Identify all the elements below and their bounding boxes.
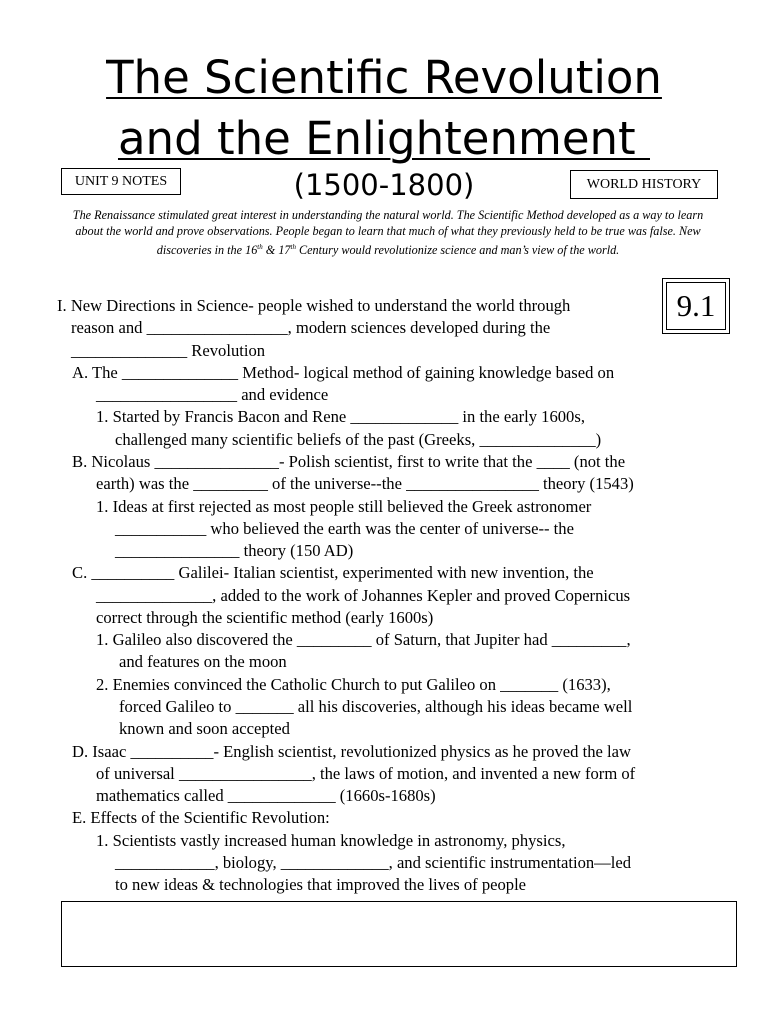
note-line: ______________, added to the work of Johannes Kepler and proved Copernicus [96, 586, 631, 605]
note-line: reason and _________________, modern sciences developed during the [71, 318, 551, 337]
note-line: D. Isaac __________- English scientist, revolutionized physics as he proved the law [72, 742, 631, 761]
note-line: earth) was the _________ of the universe--the ________________ theory (1543) [96, 474, 634, 493]
note-line: known and soon accepted [119, 719, 290, 738]
note-line: ______________ Revolution [71, 341, 266, 360]
course-label: WORLD HISTORY [586, 176, 702, 192]
note-line: _______________ theory (150 AD) [115, 541, 354, 560]
summary-box[interactable] [61, 901, 737, 967]
note-line: mathematics called _____________ (1660s-1680s) [96, 786, 436, 805]
note-line: forced Galileo to _______ all his discoveries, although his ideas became well [119, 697, 633, 716]
note-line: _________________ and evidence [96, 385, 329, 404]
note-line: of universal ________________, the laws of motion, and invented a new form of [96, 764, 636, 783]
title-text-1: The Scientific Revolution [106, 51, 662, 104]
title-line-2 [0, 111, 768, 167]
note-line: E. Effects of the Scientific Revolution: [72, 808, 330, 827]
intro-sup-1: th [257, 243, 263, 251]
section-number-box [662, 278, 730, 334]
title-line-1 [0, 50, 768, 106]
note-line: 1. Started by Francis Bacon and Rene _____________ in the early 1600s, [96, 407, 585, 426]
note-line: A. The ______________ Method- logical method of gaining knowledge based on [72, 363, 615, 382]
intro-text-3: Century would revolutionize science and man’s view of the world. [295, 243, 620, 258]
note-line: 1. Scientists vastly increased human knowledge in astronomy, physics, [96, 831, 566, 850]
note-line: challenged many scientific beliefs of the past (Greeks, ______________) [115, 430, 602, 449]
note-line: I. New Directions in Science- people wished to understand the world through [57, 296, 571, 315]
intro-text-2: & 17 [262, 243, 291, 258]
note-line: 2. Enemies convinced the Catholic Church to put Galileo on _______ (1633), [96, 675, 611, 694]
note-line: to new ideas & technologies that improved the lives of people [115, 875, 527, 894]
date-range: (1500-1800) [293, 168, 475, 202]
section-number: 9.1 [676, 288, 716, 323]
course-label-box [570, 170, 718, 199]
note-line: ____________, biology, _____________, and scientific instrumentation—led [115, 853, 632, 872]
intro-paragraph [58, 207, 718, 258]
note-line: correct through the scientific method (early 1600s) [96, 608, 434, 627]
note-line: and features on the moon [119, 652, 287, 671]
note-line: B. Nicolaus _______________- Polish scientist, first to write that the ____ (not the [72, 452, 626, 471]
unit-label: UNIT 9 NOTES [74, 173, 168, 189]
note-line: ___________ who believed the earth was the center of universe-- the [115, 519, 574, 538]
title-text-2: and the Enlightenment [117, 112, 650, 165]
intro-text-1: The Renaissance stimulated great interest in understanding the natural world. The Scientific Method developed as a way to learn about the world and prove observations. People began to learn that much of what they previously held to be true was false. New discoveries in the 16 [72, 208, 704, 258]
note-line: 1. Ideas at first rejected as most people still believed the Greek astronomer [96, 497, 592, 516]
intro-sup-2: th [290, 243, 296, 251]
note-line: C. __________ Galilei- Italian scientist, experimented with new invention, the [72, 563, 594, 582]
note-line: 1. Galileo also discovered the _________ of Saturn, that Jupiter had _________, [96, 630, 631, 649]
